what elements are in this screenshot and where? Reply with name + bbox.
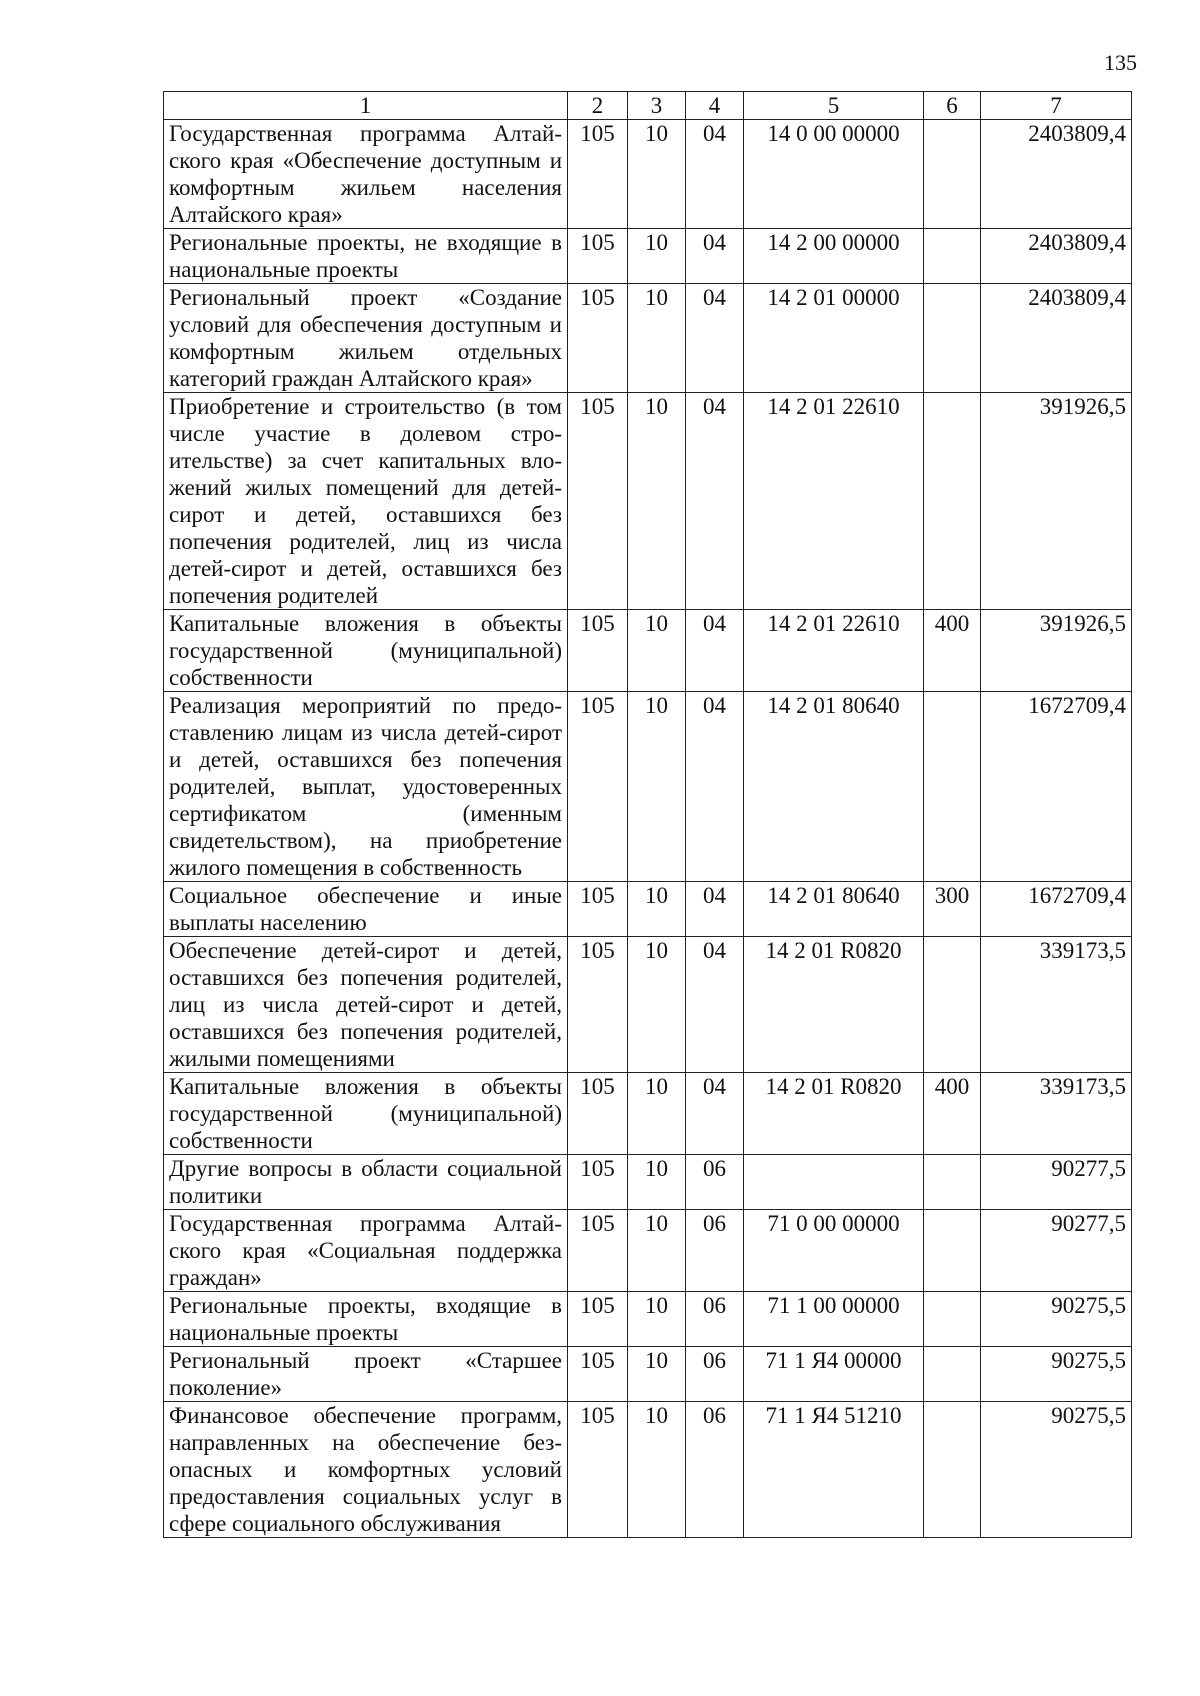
table-row bbox=[164, 284, 1132, 393]
row-name: Капитальные вложения в объекты государственной (муниципальной) собственности bbox=[164, 610, 568, 692]
row-col-2: 105 bbox=[568, 120, 628, 229]
row-col-7: 2403809,4 bbox=[981, 120, 1132, 229]
row-col-6: 400 bbox=[924, 1073, 981, 1155]
row-col-5: 14 2 01 80640 bbox=[744, 882, 924, 937]
row-name: Региональный проект «Создание условий для обеспечения доступным и комфортным жильем отдельных категорий граждан Алтайского края» bbox=[164, 284, 568, 393]
row-col-5: 14 2 01 22610 bbox=[744, 610, 924, 692]
row-col-5: 71 1 00 00000 bbox=[744, 1292, 924, 1347]
row-name: Другие вопросы в области социальной политики bbox=[164, 1155, 568, 1210]
row-col-7: 1672709,4 bbox=[981, 882, 1132, 937]
row-col-6: 400 bbox=[924, 610, 981, 692]
row-name: Реализация мероприятий по предоставлению лицам из числа детей-сирот и детей, оставшихся без попечения родителей, выплат, удостоверенных сертификатом (именным свидетельством), на приобретение жилого помещения в собственность bbox=[164, 692, 568, 882]
row-col-7: 391926,5 bbox=[981, 393, 1132, 610]
row-col-5: 14 2 01 R0820 bbox=[744, 1073, 924, 1155]
row-col-7: 90277,5 bbox=[981, 1210, 1132, 1292]
row-col-3: 10 bbox=[628, 393, 686, 610]
header-cell-2: 2 bbox=[568, 92, 628, 120]
row-name: Социальное обеспечение и иные выплаты населению bbox=[164, 882, 568, 937]
row-col-5: 14 2 01 22610 bbox=[744, 393, 924, 610]
row-col-5 bbox=[744, 1155, 924, 1210]
row-col-2: 105 bbox=[568, 1155, 628, 1210]
row-col-4: 04 bbox=[686, 393, 744, 610]
row-col-5: 71 1 Я4 51210 bbox=[744, 1402, 924, 1538]
row-col-7: 1672709,4 bbox=[981, 692, 1132, 882]
row-col-2: 105 bbox=[568, 882, 628, 937]
table-row bbox=[164, 229, 1132, 284]
row-col-7: 90277,5 bbox=[981, 1155, 1132, 1210]
row-col-7: 339173,5 bbox=[981, 937, 1132, 1073]
row-col-3: 10 bbox=[628, 229, 686, 284]
row-col-4: 06 bbox=[686, 1347, 744, 1402]
row-col-4: 06 bbox=[686, 1402, 744, 1538]
budget-table bbox=[163, 91, 1132, 1538]
row-col-4: 06 bbox=[686, 1292, 744, 1347]
row-col-2: 105 bbox=[568, 1292, 628, 1347]
row-col-2: 105 bbox=[568, 1402, 628, 1538]
table-body bbox=[164, 120, 1132, 1538]
row-col-6: 300 bbox=[924, 882, 981, 937]
header-cell-1: 1 bbox=[164, 92, 568, 120]
row-col-6 bbox=[924, 229, 981, 284]
row-col-4: 04 bbox=[686, 610, 744, 692]
header-cell-7: 7 bbox=[981, 92, 1132, 120]
row-col-3: 10 bbox=[628, 1347, 686, 1402]
row-col-7: 90275,5 bbox=[981, 1402, 1132, 1538]
row-col-5: 71 1 Я4 00000 bbox=[744, 1347, 924, 1402]
row-col-4: 04 bbox=[686, 284, 744, 393]
header-cell-3: 3 bbox=[628, 92, 686, 120]
row-name: Капитальные вложения в объекты государственной (муниципальной) собственности bbox=[164, 1073, 568, 1155]
row-col-7: 339173,5 bbox=[981, 1073, 1132, 1155]
row-name: Приобретение и строительство (в том числе участие в долевом строительстве) за счет капитальных вложений жилых помещений для детей-сирот и детей, оставшихся без попечения родителей, лиц из числа детей-сирот и детей, оставшихся без попечения родителей bbox=[164, 393, 568, 610]
table-row bbox=[164, 120, 1132, 229]
table-row bbox=[164, 692, 1132, 882]
row-col-5: 14 2 01 R0820 bbox=[744, 937, 924, 1073]
row-col-6 bbox=[924, 284, 981, 393]
row-col-6 bbox=[924, 1402, 981, 1538]
row-col-4: 04 bbox=[686, 692, 744, 882]
page-number: 135 bbox=[1104, 50, 1137, 75]
row-col-6 bbox=[924, 120, 981, 229]
table-row bbox=[164, 1292, 1132, 1347]
row-col-6 bbox=[924, 1292, 981, 1347]
header-row bbox=[164, 92, 1132, 120]
row-col-7: 391926,5 bbox=[981, 610, 1132, 692]
row-name: Государственная программа Алтайского края «Обеспечение доступным и комфортным жильем населения Алтайского края» bbox=[164, 120, 568, 229]
row-col-3: 10 bbox=[628, 1402, 686, 1538]
row-col-2: 105 bbox=[568, 393, 628, 610]
row-col-2: 105 bbox=[568, 1073, 628, 1155]
row-name: Финансовое обеспечение программ, направленных на обеспечение безопасных и комфортных условий предоставления социальных услуг в сфере социального обслуживания bbox=[164, 1402, 568, 1538]
row-col-3: 10 bbox=[628, 937, 686, 1073]
row-col-4: 04 bbox=[686, 937, 744, 1073]
row-col-7: 2403809,4 bbox=[981, 284, 1132, 393]
row-name: Обеспечение детей-сирот и детей, оставшихся без попечения родителей, лиц из числа детей-сирот и детей, оставшихся без попечения родителей, жилыми помещениями bbox=[164, 937, 568, 1073]
row-col-3: 10 bbox=[628, 284, 686, 393]
row-col-4: 04 bbox=[686, 120, 744, 229]
row-col-4: 04 bbox=[686, 229, 744, 284]
table-row bbox=[164, 882, 1132, 937]
table-row bbox=[164, 937, 1132, 1073]
row-col-6 bbox=[924, 1210, 981, 1292]
row-col-3: 10 bbox=[628, 1210, 686, 1292]
row-name: Региональные проекты, не входящие в национальные проекты bbox=[164, 229, 568, 284]
row-col-3: 10 bbox=[628, 610, 686, 692]
row-col-4: 06 bbox=[686, 1210, 744, 1292]
row-col-7: 90275,5 bbox=[981, 1347, 1132, 1402]
row-col-6 bbox=[924, 692, 981, 882]
table-row bbox=[164, 1073, 1132, 1155]
row-col-4: 04 bbox=[686, 882, 744, 937]
row-col-2: 105 bbox=[568, 937, 628, 1073]
row-col-5: 14 2 00 00000 bbox=[744, 229, 924, 284]
row-col-6 bbox=[924, 393, 981, 610]
table-row bbox=[164, 1210, 1132, 1292]
table-row bbox=[164, 1347, 1132, 1402]
row-col-4: 04 bbox=[686, 1073, 744, 1155]
row-col-3: 10 bbox=[628, 1073, 686, 1155]
row-col-2: 105 bbox=[568, 610, 628, 692]
table-row bbox=[164, 1155, 1132, 1210]
row-name: Региональный проект «Старшее поколение» bbox=[164, 1347, 568, 1402]
row-name: Региональные проекты, входящие в национальные проекты bbox=[164, 1292, 568, 1347]
row-col-6 bbox=[924, 1155, 981, 1210]
row-col-2: 105 bbox=[568, 1210, 628, 1292]
row-col-5: 14 2 01 80640 bbox=[744, 692, 924, 882]
row-col-2: 105 bbox=[568, 692, 628, 882]
row-col-4: 06 bbox=[686, 1155, 744, 1210]
row-col-5: 14 2 01 00000 bbox=[744, 284, 924, 393]
row-col-2: 105 bbox=[568, 1347, 628, 1402]
row-col-3: 10 bbox=[628, 1292, 686, 1347]
row-col-5: 14 0 00 00000 bbox=[744, 120, 924, 229]
row-col-5: 71 0 00 00000 bbox=[744, 1210, 924, 1292]
row-name: Государственная программа Алтайского края «Социальная поддержка граждан» bbox=[164, 1210, 568, 1292]
row-col-6 bbox=[924, 937, 981, 1073]
row-col-3: 10 bbox=[628, 692, 686, 882]
row-col-6 bbox=[924, 1347, 981, 1402]
row-col-3: 10 bbox=[628, 882, 686, 937]
table-row bbox=[164, 1402, 1132, 1538]
header-cell-4: 4 bbox=[686, 92, 744, 120]
row-col-3: 10 bbox=[628, 120, 686, 229]
row-col-7: 2403809,4 bbox=[981, 229, 1132, 284]
row-col-3: 10 bbox=[628, 1155, 686, 1210]
row-col-7: 90275,5 bbox=[981, 1292, 1132, 1347]
table-row bbox=[164, 610, 1132, 692]
header-cell-6: 6 bbox=[924, 92, 981, 120]
row-col-2: 105 bbox=[568, 284, 628, 393]
header-cell-5: 5 bbox=[744, 92, 924, 120]
row-col-2: 105 bbox=[568, 229, 628, 284]
table-row bbox=[164, 393, 1132, 610]
